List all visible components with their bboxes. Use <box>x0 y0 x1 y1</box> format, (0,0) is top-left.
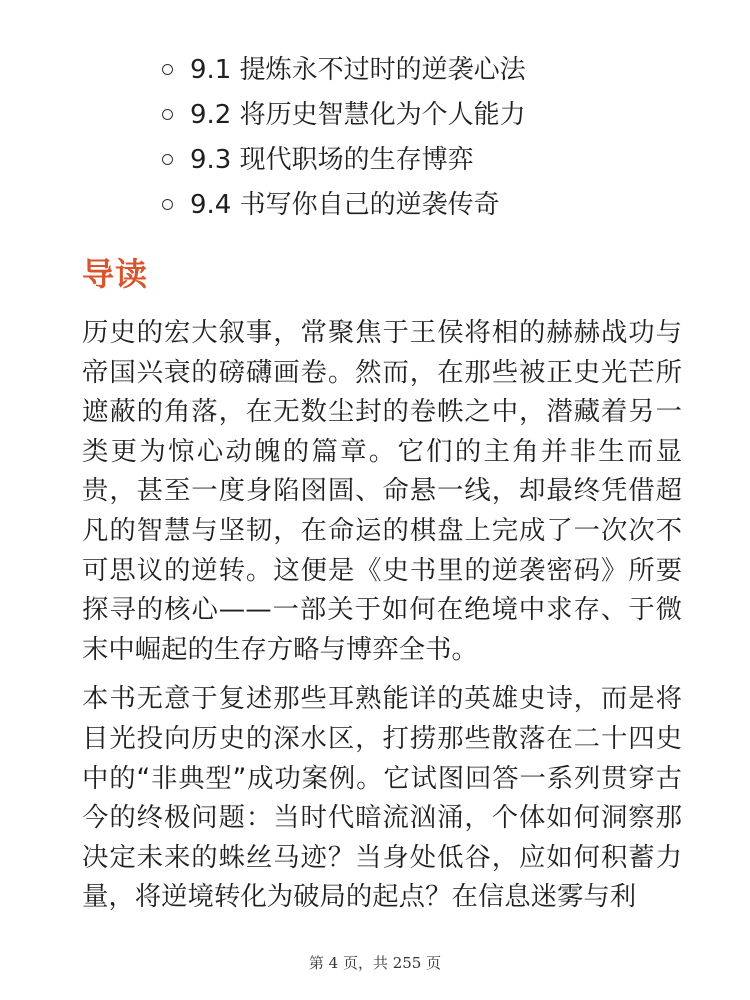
toc-item[interactable] <box>160 48 526 93</box>
paragraph: 历史的宏大叙事，常聚焦于王侯将相的赫赫战功与帝国兴衰的磅礴画卷。然而，在那些被正史光芒所遮蔽的角落，在无数尘封的卷帙之中，潜藏着另一类更为惊心动魄的篇章。它们的主角并非生而显贵，甚至一度身陷囹圄、命悬一线，却最终凭借超凡的智慧与坚韧，在命运的棋盘上完成了一次次不可思议的逆转。这便是《史书里的逆袭密码》所要探寻的核心——一部关于如何在绝境中求存、于微末中崛起的生存方略与博弈全书。 <box>82 317 682 665</box>
toc-item-label: 9.1 提炼永不过时的逆袭心法 <box>190 55 526 85</box>
body-text <box>82 313 682 927</box>
table-of-contents <box>160 48 526 228</box>
toc-item-label: 9.2 将历史智慧化为个人能力 <box>190 100 526 130</box>
toc-item[interactable] <box>160 183 526 228</box>
toc-item[interactable] <box>160 138 526 183</box>
toc-item[interactable] <box>160 93 526 138</box>
paragraph: 本书无意于复述那些耳熟能详的英雄史诗，而是将目光投向历史的深水区，打捞那些散落在二十四史中的“非典型”成功案例。它试图回答一系列贯穿古今的终极问题：当时代暗流汹涌，个体如何洞察那决定未来的蛛丝马迹？当身处低谷，应如何积蓄力量，将逆境转化为破局的起点？在信息迷雾与利 <box>82 683 682 913</box>
section-heading: 导读 <box>82 255 149 293</box>
hollow-circle-bullet-icon <box>162 199 173 210</box>
hollow-circle-bullet-icon <box>162 109 173 120</box>
hollow-circle-bullet-icon <box>162 154 173 165</box>
page-number: 第 4 页，共 255 页 <box>308 954 442 972</box>
toc-item-label: 9.4 书写你自己的逆袭传奇 <box>190 190 500 220</box>
hollow-circle-bullet-icon <box>162 64 173 75</box>
toc-item-label: 9.3 现代职场的生存博弈 <box>190 145 474 175</box>
